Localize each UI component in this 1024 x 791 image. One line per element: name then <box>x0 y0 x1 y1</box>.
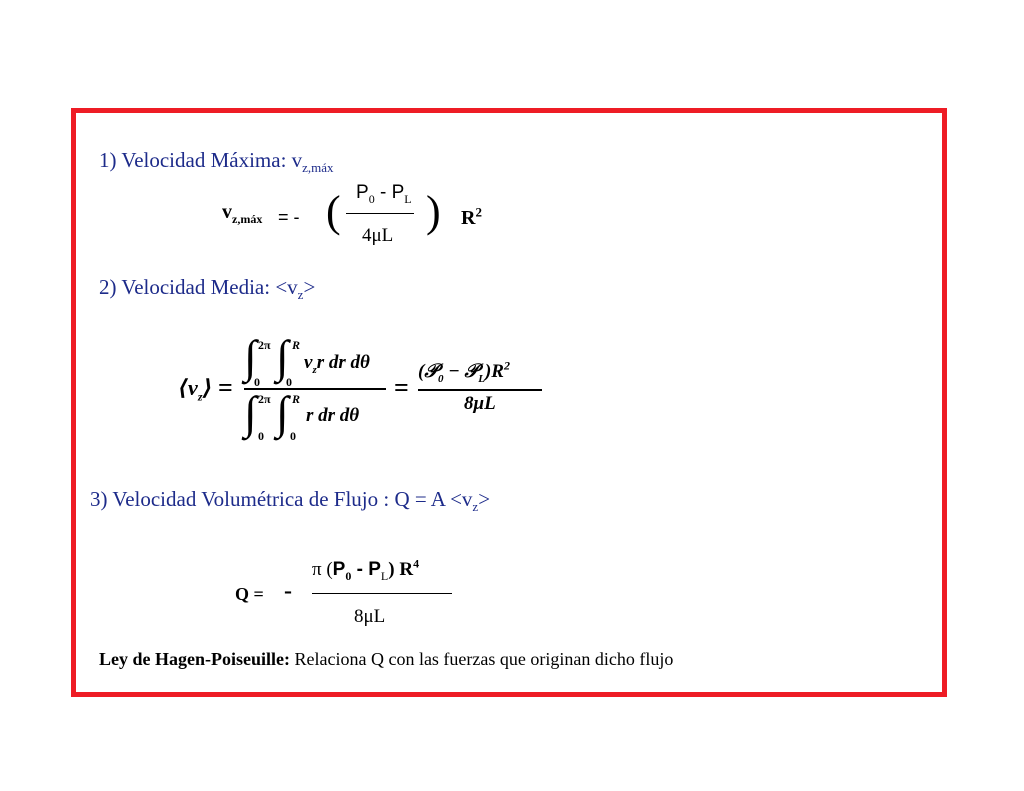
eq2-num-lower-0: 0 <box>254 375 260 389</box>
law-statement <box>99 649 673 670</box>
eq2-rhs-denominator: 8μL <box>464 393 496 414</box>
eq2-num-lower-0b: 0 <box>286 375 292 389</box>
eq2-num-integral-outer: ∫ <box>244 331 257 382</box>
eq1-denominator: 4μL <box>362 225 394 246</box>
eq2-equals-2: = <box>394 373 409 402</box>
eq2-den-upper-2pi: 2π <box>258 392 271 406</box>
heading-velocidad-volumetrica: 3) Velocidad Volumétrica de Flujo : $Q = A <v_z>$ <box>90 487 491 515</box>
eq2-den-lower-0: 0 <box>258 429 264 443</box>
eq1-left-paren: ( <box>326 187 341 236</box>
eq2-lhs: $⟨v_z⟩$ <box>178 375 213 404</box>
eq1-numerator: $P_0 - P_L$ <box>356 182 412 206</box>
eq2-equals-1: = <box>218 373 233 402</box>
eq2-fraction-bar-2 <box>418 389 542 391</box>
law-description: Relaciona Q con las fuerzas que originan dicho flujo <box>289 649 674 669</box>
eq3-minus: - <box>284 578 292 604</box>
heading-subscript: z,máx <box>302 160 334 176</box>
eq2-den-integral-outer: ∫ <box>244 387 257 438</box>
eq2-fraction-bar-1 <box>244 388 386 390</box>
eq1-equals-minus: = - <box>278 207 300 227</box>
eq2-den-upper-R: R <box>292 392 301 406</box>
eq3-numerator: π $(P_0 - P_L)$ $R^4$ <box>312 556 420 583</box>
eq2-rhs-numerator: (𝒫$_0$ − $𝒫_L)R^2$ <box>418 358 510 385</box>
eq1-lhs: $v_{z,máx}$ <box>222 201 263 226</box>
eq2-den-lower-0b: 0 <box>290 429 296 443</box>
eq1-fraction-bar <box>346 213 414 214</box>
eq3-denominator: 8μL <box>354 606 386 627</box>
eq2-num-integral-inner: ∫ <box>276 331 289 382</box>
heading-velocidad-media: 2) Velocidad Media: $<v_z>$ <box>99 275 316 303</box>
law-title: Ley de Hagen-Poiseuille: <box>99 649 290 669</box>
eq1-right-paren: ) <box>426 187 441 236</box>
eq2-num-integrand: $v_zr$ dr dθ <box>304 352 370 376</box>
eq2-den-integral-inner: ∫ <box>276 387 289 438</box>
eq3-lhs: Q = <box>235 584 264 604</box>
eq2-num-upper-2pi: 2π <box>258 338 271 352</box>
eq1-r-squared: $R^2$ <box>461 204 482 229</box>
heading-text: 1) Velocidad Máxima: v <box>99 148 303 172</box>
eq3-fraction-bar <box>312 593 452 594</box>
eq2-den-integrand: r dr dθ <box>306 405 360 426</box>
heading-velocidad-maxima <box>99 148 334 176</box>
eq2-num-upper-R: R <box>292 338 301 352</box>
